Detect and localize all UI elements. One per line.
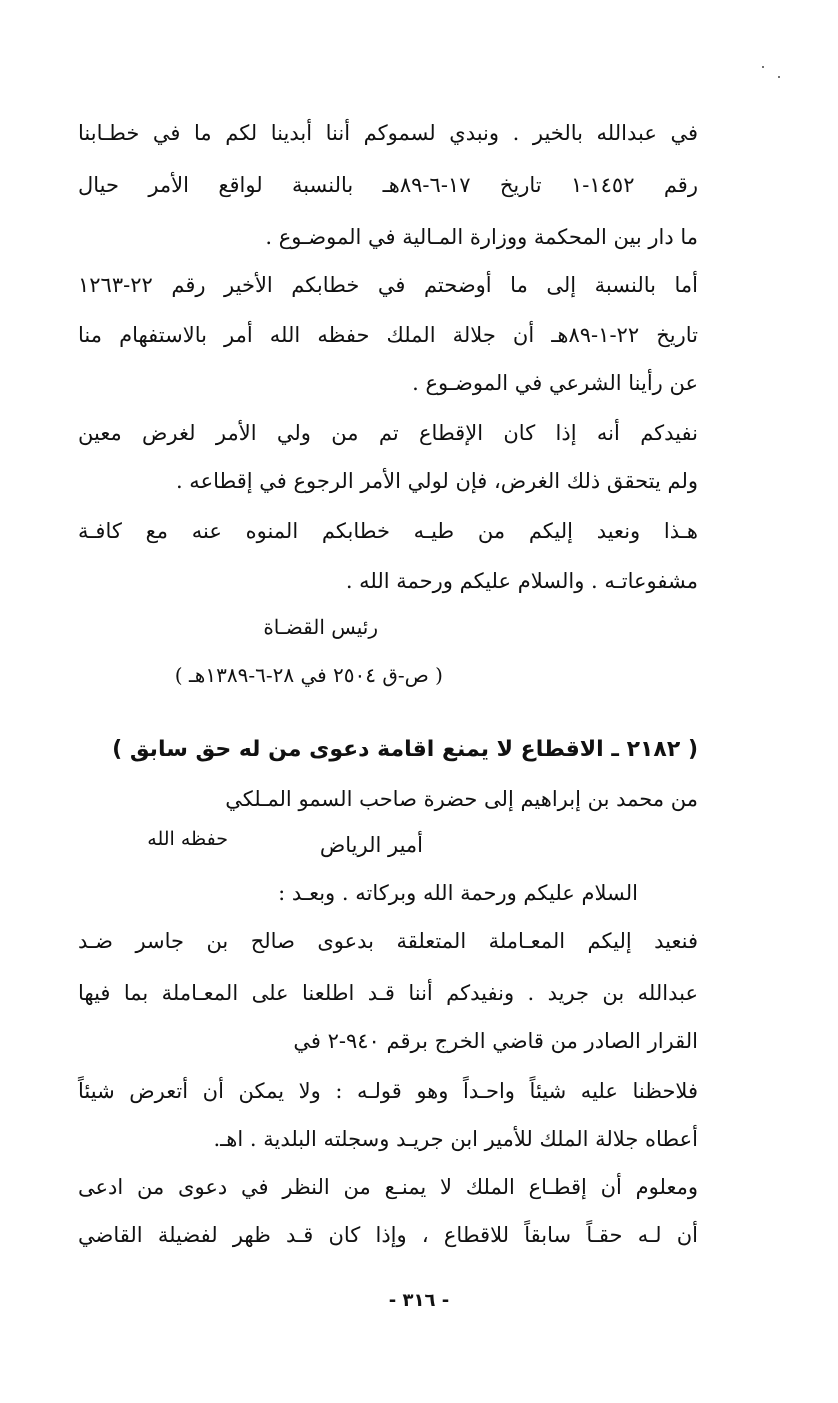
reference-number: ( ص-ق ٢٥٠٤ في ٢٨-٦-١٣٨٩هـ ) xyxy=(174,663,443,687)
text-line: ما دار بين المحكمة ووزارة المـالية في الموضـوع . xyxy=(265,225,698,249)
text-line: عبدالله بن جريد . ونفيدكم أننا قـد اطلعنا على المعـاملة بما فيها xyxy=(78,981,698,1005)
text-line: القرار الصادر من قاضي الخرج برقم ٩٤٠-٢ في xyxy=(293,1029,698,1053)
text-line: نفيدكم أنه إذا كان الإقطاع تم من ولي الأمر لغرض معين xyxy=(78,421,698,445)
text-line: ومعلوم أن إقطـاع الملك لا يمنـع من النظر في دعوى من ادعى xyxy=(78,1175,698,1199)
text-line: ولم يتحقق ذلك الغرض، فإن لولي الأمر الرجوع في إقطاعه . xyxy=(175,469,698,493)
text-line: رقم ١٤٥٢-١ تاريخ ١٧-٦-٨٩هـ بالنسبة لواقع الأمر حيال xyxy=(78,173,698,197)
text-line: في عبدالله بالخير . ونبدي لسموكم أننا أبدينا لكم ما في خطـابنا xyxy=(78,121,698,145)
text-line: أن لـه حقـاً سابقاً للاقطاع ، وإذا كان قـد ظهر لفضيلة القاضي xyxy=(78,1223,698,1247)
text-line: فلاحظنا عليه شيئاً واحـداً وهو قولـه : ولا يمكن أن أتعرض شيئاً xyxy=(78,1079,698,1103)
addressee-blessing: حفظه الله xyxy=(147,828,228,850)
text-line: تاريخ ٢٢-١-٨٩هـ أن جلالة الملك حفظه الله أمر بالاستفهام منا xyxy=(78,323,698,347)
text-line: عن رأينا الشرعي في الموضـوع . xyxy=(412,371,698,395)
addressee-title: أمير الرياض xyxy=(319,833,423,857)
greeting-line: السلام عليكم ورحمة الله وبركاته . وبعـد : xyxy=(278,881,638,905)
letter-from-line: من محمد بن إبراهيم إلى حضرة صاحب السمو المـلكي xyxy=(225,787,698,811)
text-line: مشفوعاتـه . والسلام عليكم ورحمة الله . xyxy=(345,569,698,593)
text-line: أعطاه جلالة الملك للأمير ابن جريـد وسجلته البلدية . اهـ. xyxy=(213,1127,698,1151)
section-heading: ( ٢١٨٢ ـ الاقطاع لا يمنع اقامة دعوى من له حق سابق ) xyxy=(112,737,698,762)
scan-speck xyxy=(762,66,764,68)
text-line: أما بالنسبة إلى ما أوضحتم في خطابكم الأخير رقم ٢٢-١٢٦٣ xyxy=(78,273,698,297)
text-line: هـذا ونعيد إليكم من طيـه خطابكم المنوه عنه مع كافـة xyxy=(78,519,698,543)
page-number: - ٣١٦ - xyxy=(388,1290,450,1311)
scan-speck xyxy=(778,76,780,78)
signature-title: رئيس القضـاة xyxy=(263,615,378,639)
text-line: فنعيد إليكم المعـاملة المتعلقة بدعوى صالح بن جاسر ضـد xyxy=(78,929,698,953)
